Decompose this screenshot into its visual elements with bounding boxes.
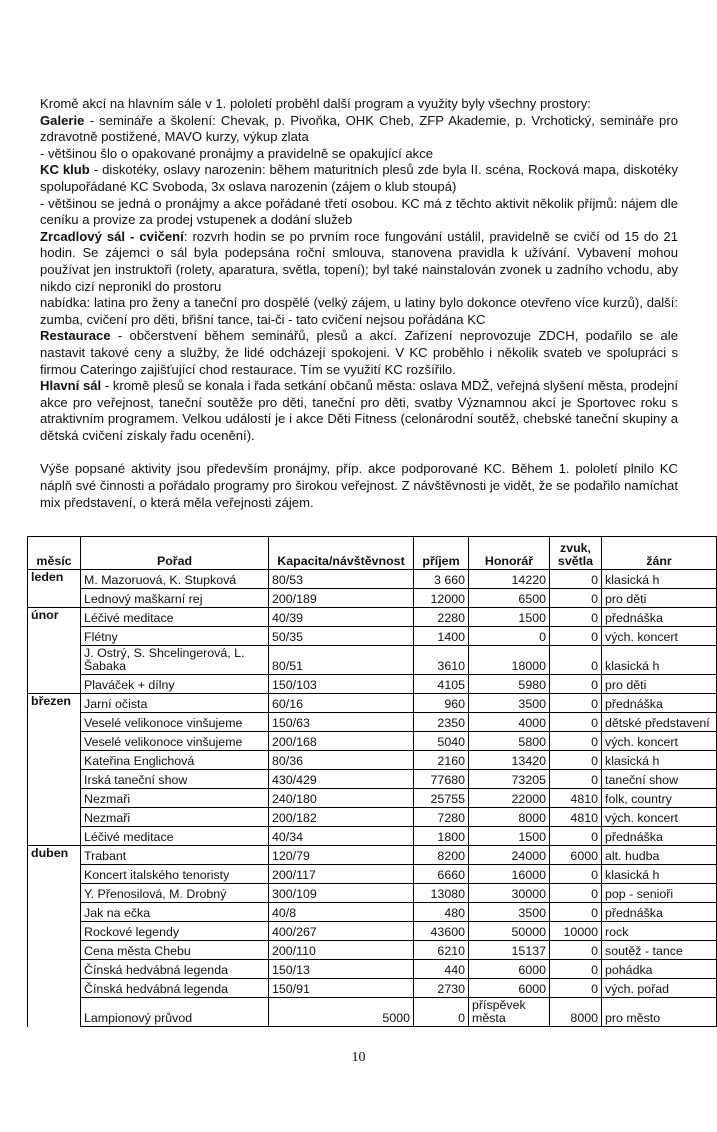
cell-mesic [28, 789, 81, 808]
cell-honorar: 3500 [469, 694, 550, 713]
cell-mesic [28, 627, 81, 646]
cell-porad: Cena města Chebu [81, 941, 269, 960]
hlavni-text: - kromě plesů se konala i řada setkání občanů města: oslava MDŽ, veřejná slyšení města, prodejní akce pro veřejnost, taneční soutěže pro děti, taneční pro děti, svatby Významnou akcí je Sportovec roku s atraktivním programem. Velkou událostí je i akce Děti Fitness (celonárodní soutěž, chebské taneční skupiny a dětská cvičení získaly řadu ocenění). [40, 378, 678, 443]
cell-porad: Veselé velikonoce vinšujeme [81, 732, 269, 751]
cell-zanr: klasická h [602, 751, 717, 770]
cell-prijem: 2160 [414, 751, 469, 770]
document-body [40, 96, 678, 511]
cell-zanr: pohádka [602, 960, 717, 979]
cell-honorar: 1500 [469, 827, 550, 846]
intro-paragraph: Kromě akcí na hlavním sále v 1. pololetí proběhl další program a využity byly všechny prostory: [40, 96, 591, 111]
table-body [28, 570, 717, 1027]
cell-porad: Jak na ečka [81, 903, 269, 922]
cell-prijem: 1800 [414, 827, 469, 846]
summary-paragraph: Výše popsané aktivity jsou především pronájmy, příp. akce podporované KC. Během 1. pololetí plnilo KC náplň své činnosti a pořádalo programy pro širokou veřejnost. Z návštěvnosti je vidět, že se podařilo namíchat mix představení, o která měla veřejnosti zájem. [40, 461, 678, 510]
cell-prijem: 4105 [414, 675, 469, 694]
cell-kapacita: 40/34 [269, 827, 414, 846]
cell-zvuk: 0 [550, 732, 602, 751]
klub-text: - diskotéky, oslavy narozenin: během maturitních plesů zde byla II. scéna, Rocková mapa, diskotéky spolupořádané KC Svoboda, 3x oslava narozenin (zájem o klub stoupá) [40, 162, 678, 194]
cell-zanr: soutěž - tance [602, 941, 717, 960]
cell-porad: Koncert italského tenoristy [81, 865, 269, 884]
cell-kapacita: 50/35 [269, 627, 414, 646]
cell-honorar: 24000 [469, 846, 550, 865]
cell-porad: Lampionový průvod [81, 998, 269, 1027]
cell-zanr: přednáška [602, 608, 717, 627]
cell-zvuk: 0 [550, 589, 602, 608]
cell-zanr: rock [602, 922, 717, 941]
cell-zanr: vých. koncert [602, 627, 717, 646]
cell-zvuk: 0 [550, 608, 602, 627]
table-row [28, 770, 717, 789]
cell-prijem: 1400 [414, 627, 469, 646]
cell-mesic: leden [28, 570, 81, 589]
hlavni-paragraph [40, 378, 678, 444]
cell-zvuk: 0 [550, 865, 602, 884]
cell-zanr: taneční show [602, 770, 717, 789]
cell-mesic [28, 589, 81, 608]
table-row [28, 732, 717, 751]
cell-zvuk: 0 [550, 827, 602, 846]
cell-kapacita: 150/63 [269, 713, 414, 732]
table-row [28, 627, 717, 646]
cell-prijem: 25755 [414, 789, 469, 808]
table-row [28, 789, 717, 808]
cell-kapacita: 200/117 [269, 865, 414, 884]
cell-mesic [28, 646, 81, 675]
cell-porad: Flétny [81, 627, 269, 646]
cell-prijem: 7280 [414, 808, 469, 827]
cell-mesic [28, 751, 81, 770]
header-mesic: měsíc [28, 537, 81, 570]
cell-honorar: 18000 [469, 646, 550, 675]
cell-zanr: klasická h [602, 570, 717, 589]
cell-kapacita: 80/51 [269, 646, 414, 675]
cell-prijem: 43600 [414, 922, 469, 941]
cell-zvuk: 0 [550, 979, 602, 998]
cell-zanr: alt. hudba [602, 846, 717, 865]
cell-kapacita: 200/182 [269, 808, 414, 827]
cell-mesic [28, 998, 81, 1027]
restaurace-text: - občerstvení během seminářů, plesů a akcí. Zařízení neprovozuje ZDCH, podařilo se ale nastavit takové ceny a služby, že lidé odcházejí spokojeni. V KC proběhlo i několik svateb ve spolupráci s firmou Cateringo zajišťující chod restaurace. Tím se využití KC rozšířilo. [40, 328, 678, 377]
table-row [28, 960, 717, 979]
cell-mesic [28, 922, 81, 941]
cell-zvuk: 0 [550, 941, 602, 960]
galerie-paragraph [40, 113, 678, 146]
table-row [28, 808, 717, 827]
cell-kapacita: 60/16 [269, 694, 414, 713]
cell-porad: Nezmaři [81, 789, 269, 808]
cell-honorar: 5800 [469, 732, 550, 751]
cell-zvuk: 0 [550, 627, 602, 646]
table-row [28, 570, 717, 589]
page-number: 10 [351, 1050, 366, 1065]
cell-honorar: 4000 [469, 713, 550, 732]
cell-kapacita: 200/168 [269, 732, 414, 751]
table-row [28, 646, 717, 675]
cell-zvuk: 0 [550, 960, 602, 979]
cell-honorar: 15137 [469, 941, 550, 960]
restaurace-paragraph [40, 328, 678, 378]
cell-honorar: 6000 [469, 960, 550, 979]
cell-mesic [28, 979, 81, 998]
cell-kapacita: 200/110 [269, 941, 414, 960]
cell-kapacita: 300/109 [269, 884, 414, 903]
cell-zvuk: 0 [550, 570, 602, 589]
cell-kapacita: 150/13 [269, 960, 414, 979]
table-row [28, 922, 717, 941]
cell-honorar: 0 [469, 627, 550, 646]
cell-mesic [28, 960, 81, 979]
table-row [28, 979, 717, 998]
cell-porad: Čínská hedvábná legenda [81, 960, 269, 979]
header-zvuk: zvuk, světla [550, 537, 602, 570]
cell-zanr: pop - senioři [602, 884, 717, 903]
cell-mesic [28, 903, 81, 922]
cell-honorar: 8000 [469, 808, 550, 827]
cell-prijem: 2280 [414, 608, 469, 627]
cell-honorar: 5980 [469, 675, 550, 694]
cell-porad: Léčivé meditace [81, 827, 269, 846]
cell-zvuk: 0 [550, 751, 602, 770]
cell-prijem: 2730 [414, 979, 469, 998]
cell-mesic: březen [28, 694, 81, 713]
cell-mesic: únor [28, 608, 81, 627]
cell-zanr: dětské představení [602, 713, 717, 732]
header-zanr: žánr [602, 537, 717, 570]
cell-porad: Rockové legendy [81, 922, 269, 941]
table-row [28, 694, 717, 713]
cell-prijem: 13080 [414, 884, 469, 903]
cell-kapacita: 40/8 [269, 903, 414, 922]
table-row [28, 846, 717, 865]
zrcadlovy-label: Zrcadlový sál - cvičení [40, 228, 184, 244]
cell-mesic: duben [28, 846, 81, 865]
klub-paragraph [40, 162, 678, 195]
cell-prijem: 12000 [414, 589, 469, 608]
cell-prijem: 77680 [414, 770, 469, 789]
cell-porad: Irská taneční show [81, 770, 269, 789]
cell-prijem: 6210 [414, 941, 469, 960]
cell-mesic [28, 941, 81, 960]
cell-prijem: 960 [414, 694, 469, 713]
cell-zanr: přednáška [602, 903, 717, 922]
cell-kapacita: 120/79 [269, 846, 414, 865]
cell-honorar: 14220 [469, 570, 550, 589]
cell-mesic [28, 865, 81, 884]
table-header-row [28, 537, 717, 570]
cell-zvuk: 4810 [550, 808, 602, 827]
cell-mesic [28, 808, 81, 827]
cell-zanr: pro děti [602, 675, 717, 694]
cell-mesic [28, 713, 81, 732]
cell-zvuk: 0 [550, 646, 602, 675]
cell-prijem: 480 [414, 903, 469, 922]
table-row [28, 589, 717, 608]
table-row [28, 713, 717, 732]
nabidka-paragraph: nabídka: latina pro ženy a taneční pro dospělé (velký zájem, u latiny bylo dokonce otevřeno více kurzů), další: zumba, cvičení pro děti, břišní tance, tai-či - tato cvičení nejsou pořádána KC [40, 295, 678, 327]
cell-honorar: 13420 [469, 751, 550, 770]
galerie-label: Galerie [40, 112, 85, 128]
cell-zanr: klasická h [602, 865, 717, 884]
cell-prijem: 6660 [414, 865, 469, 884]
cell-zanr: vých. koncert [602, 732, 717, 751]
cell-zvuk: 0 [550, 713, 602, 732]
cell-honorar: 73205 [469, 770, 550, 789]
cell-prijem: 0 [414, 998, 469, 1027]
cell-zanr: klasická h [602, 646, 717, 675]
header-kapacita: Kapacita/návštěvnost [269, 537, 414, 570]
cell-kapacita: 150/103 [269, 675, 414, 694]
galerie-note: - většinou šlo o opakované pronájmy a pravidelně se opakující akce [40, 145, 434, 161]
cell-zvuk: 0 [550, 903, 602, 922]
table-row [28, 675, 717, 694]
cell-kapacita: 150/91 [269, 979, 414, 998]
cell-kapacita: 80/36 [269, 751, 414, 770]
table-row [28, 608, 717, 627]
table-row [28, 903, 717, 922]
cell-kapacita: 430/429 [269, 770, 414, 789]
cell-prijem: 3 660 [414, 570, 469, 589]
cell-honorar: příspěvek města [469, 998, 550, 1027]
cell-prijem: 2350 [414, 713, 469, 732]
table-row [28, 941, 717, 960]
cell-kapacita: 200/189 [269, 589, 414, 608]
paragraph-gap [40, 444, 678, 461]
cell-kapacita: 40/39 [269, 608, 414, 627]
cell-zanr: vých. pořad [602, 979, 717, 998]
cell-porad: Trabant [81, 846, 269, 865]
program-table [27, 536, 717, 1027]
table-row [28, 751, 717, 770]
cell-mesic [28, 675, 81, 694]
cell-zanr: folk, country [602, 789, 717, 808]
cell-porad: Čínská hedvábná legenda [81, 979, 269, 998]
header-porad: Pořad [81, 537, 269, 570]
cell-zvuk: 0 [550, 884, 602, 903]
cell-kapacita: 240/180 [269, 789, 414, 808]
cell-mesic [28, 770, 81, 789]
cell-mesic [28, 732, 81, 751]
table-row [28, 865, 717, 884]
cell-honorar: 6000 [469, 979, 550, 998]
cell-honorar: 6500 [469, 589, 550, 608]
galerie-text: - semináře a školení: Chevak, p. Pivoňka, OHK Cheb, ZFP Akademie, p. Vrchotický, semináře pro zdravotně postižené, MAVO kurzy, výkup zlata [40, 112, 678, 145]
cell-zvuk: 4810 [550, 789, 602, 808]
cell-zvuk: 8000 [550, 998, 602, 1027]
cell-honorar: 3500 [469, 903, 550, 922]
zrcadlovy-text: : rozvrh hodin se po prvním roce fungování ustálil, pravidelně se cvičí od 15 do 21 hodin. Se zájemci o sál byla podepsána roční smlouva, stanovena pravidla k užívání. Vybavení mohou používat jen instruktoři (rolety, aparatura, světla, topení); byl také nainstalován zvonek u zadního vchodu, aby nikdo cizí nepronikl do prostoru [40, 228, 678, 294]
cell-porad: Nezmaři [81, 808, 269, 827]
zrcadlovy-paragraph [40, 229, 678, 295]
cell-mesic [28, 884, 81, 903]
cell-zanr: vých. koncert [602, 808, 717, 827]
table-row [28, 998, 717, 1027]
cell-prijem: 440 [414, 960, 469, 979]
cell-porad: Plaváček + dílny [81, 675, 269, 694]
cell-zanr: přednáška [602, 827, 717, 846]
table-row [28, 884, 717, 903]
cell-porad: Veselé velikonoce vinšujeme [81, 713, 269, 732]
klub-note: - většinou se jedná o pronájmy a akce pořádané třetí osobou. KC má z těchto aktivit několik příjmů: nájem dle ceníku a provize za prodej vstupenek a dodání služeb [40, 195, 678, 228]
cell-zvuk: 0 [550, 770, 602, 789]
cell-porad: Jarní očista [81, 694, 269, 713]
cell-honorar: 50000 [469, 922, 550, 941]
cell-prijem: 8200 [414, 846, 469, 865]
cell-mesic [28, 827, 81, 846]
cell-zvuk: 6000 [550, 846, 602, 865]
cell-honorar: 16000 [469, 865, 550, 884]
cell-zvuk: 10000 [550, 922, 602, 941]
cell-porad: M. Mazoruová, K. Stupková [81, 570, 269, 589]
cell-zanr: pro město [602, 998, 717, 1027]
cell-zanr: pro děti [602, 589, 717, 608]
hlavni-label: Hlavní sál [40, 378, 102, 394]
cell-porad: Kateřina Englichová [81, 751, 269, 770]
cell-honorar: 1500 [469, 608, 550, 627]
klub-label: KC klub [40, 162, 90, 178]
restaurace-label: Restaurace [40, 328, 111, 344]
cell-kapacita: 80/53 [269, 570, 414, 589]
cell-kapacita: 5000 [269, 998, 414, 1027]
cell-kapacita: 400/267 [269, 922, 414, 941]
cell-porad: Léčivé meditace [81, 608, 269, 627]
cell-zvuk: 0 [550, 675, 602, 694]
cell-honorar: 30000 [469, 884, 550, 903]
cell-porad: Y. Přenosilová, M. Drobný [81, 884, 269, 903]
cell-porad: Lednový maškarní rej [81, 589, 269, 608]
cell-porad: J. Ostrý, S. Shcelingerová, L. Šabaka [81, 646, 269, 675]
header-honorar: Honorář [469, 537, 550, 570]
cell-prijem: 3610 [414, 646, 469, 675]
cell-honorar: 22000 [469, 789, 550, 808]
header-prijem: příjem [414, 537, 469, 570]
cell-prijem: 5040 [414, 732, 469, 751]
cell-zanr: přednáška [602, 694, 717, 713]
table-row [28, 827, 717, 846]
cell-zvuk: 0 [550, 694, 602, 713]
